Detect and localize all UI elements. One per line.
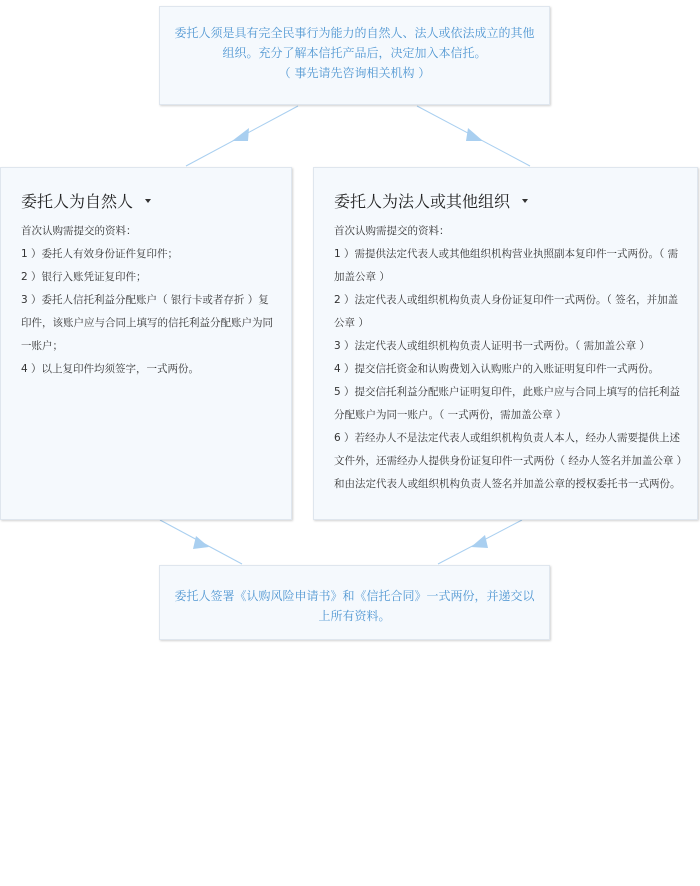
legal-entity-panel-header[interactable] bbox=[334, 188, 685, 216]
arrowhead-top-right bbox=[466, 128, 483, 141]
list-item: 6 ）若经办人不是法定代表人或组织机构负责人本人，经办人需要提供上述文件外，还需经办人提供身份证复印件一式两份（ 经办人签名并加盖公章 ）和由法定代表人或组织机构负责人签名并加盖公章的授权委托书一式两份。 bbox=[334, 432, 682, 490]
eligibility-box bbox=[159, 6, 550, 105]
legal-entity-title: 委托人为法人或其他组织 bbox=[334, 192, 511, 211]
natural-person-panel bbox=[0, 167, 292, 520]
arrowhead-bottom-right bbox=[471, 535, 488, 548]
list-item: 1 ）需提供法定代表人或其他组织机构营业执照副本复印件一式两份。（ 需加盖公章 ） bbox=[334, 248, 679, 283]
submission-line-1: 委托人签署《认购风险申请书》和《信托合同》一式两份，并递交以 bbox=[174, 589, 535, 603]
arrowhead-top-left bbox=[232, 128, 249, 141]
legal-entity-requirements bbox=[334, 220, 685, 496]
caret-down-icon bbox=[522, 199, 528, 203]
list-item: 3 ）委托人信托利益分配账户（ 银行卡或者存折 ）复印件，该账户应与合同上填写的信托利益分配账户为同一账户； bbox=[21, 294, 273, 352]
arrow-line-top-left bbox=[186, 106, 298, 166]
arrowhead-bottom-left bbox=[193, 536, 209, 549]
list-item: 2 ）法定代表人或组织机构负责人身份证复印件一式两份。（ 签名，并加盖公章 ） bbox=[334, 294, 679, 329]
submission-line-2: 上所有资料。 bbox=[318, 609, 391, 623]
natural-person-panel-header[interactable] bbox=[21, 188, 277, 216]
natural-person-title: 委托人为自然人 bbox=[21, 192, 134, 211]
list-item: 2 ）银行入账凭证复印件； bbox=[21, 271, 147, 283]
arrow-line-top-right bbox=[417, 106, 530, 166]
list-item: 5 ）提交信托利益分配账户证明复印件，此账户应与合同上填写的信托利益分配账户为同一账户。（ 一式两份，需加盖公章 ） bbox=[334, 386, 681, 421]
arrow-line-bottom-left bbox=[160, 520, 242, 564]
eligibility-line-2: 组织。充分了解本信托产品后，决定加入本信托。 bbox=[222, 46, 487, 60]
eligibility-line-3: （ 事先请先咨询相关机构 ） bbox=[278, 66, 431, 80]
list-item: 3 ）法定代表人或组织机构负责人证明书一式两份。（ 需加盖公章 ） bbox=[334, 340, 650, 352]
list-item: 4 ）以上复印件均须签字，一式两份。 bbox=[21, 363, 200, 375]
legal-entity-intro: 首次认购需提交的资料： bbox=[334, 225, 450, 237]
arrow-line-bottom-right bbox=[438, 520, 522, 564]
list-item: 4 ）提交信托资金和认购费划入认购账户的入账证明复印件一式两份。 bbox=[334, 363, 660, 375]
legal-entity-panel bbox=[313, 167, 698, 520]
submission-box bbox=[159, 565, 550, 640]
caret-down-icon bbox=[145, 199, 151, 203]
list-item: 1 ）委托人有效身份证件复印件； bbox=[21, 248, 179, 260]
natural-person-intro: 首次认购需提交的资料： bbox=[21, 225, 137, 237]
natural-person-requirements bbox=[21, 220, 277, 381]
eligibility-line-1: 委托人须是具有完全民事行为能力的自然人、法人或依法成立的其他 bbox=[174, 26, 535, 40]
